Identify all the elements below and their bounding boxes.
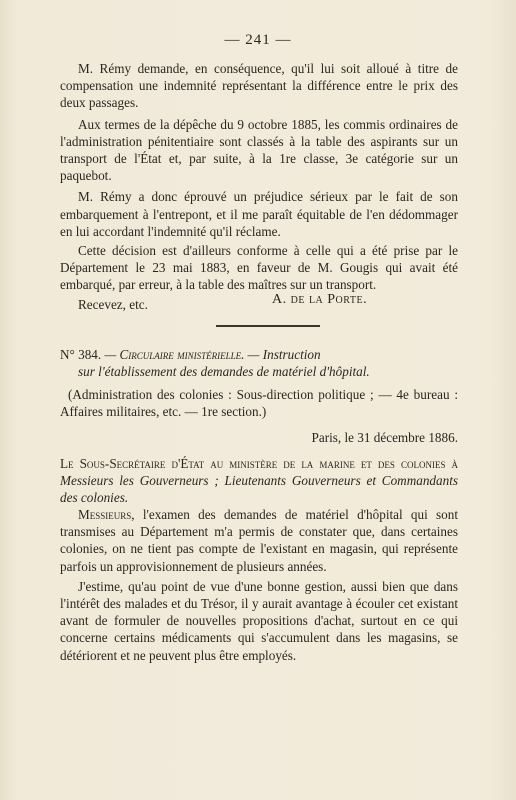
address-line xyxy=(60,455,458,507)
circular-body xyxy=(60,506,458,667)
signature: A. de la Porte. xyxy=(272,292,368,307)
circular-subject-cont: sur l'établissement des demandes de matériel d'hôpital. xyxy=(78,364,370,380)
closing-line: Recevez, etc. xyxy=(78,296,148,312)
paragraph-4: Cette décision est d'ailleurs conforme à celle qui a été prise par le Département le 23 mai 1883, en faveur de M. Gougis qui avait été embarqué, par erreur, à la table des maîtres sur un transport. xyxy=(60,243,458,293)
body-paragraph-2: J'estime, qu'au point de vue d'une bonne gestion, aussi bien que dans l'intérêt des malades et du Trésor, il y aurait avantage à écouler cet existant avant de formuler de nouvelles propositions d'achat, surtout en ce qui concerne certains médicaments qui s'accumulent dans les magasins, se détériorent et ne peuvent plus être employés. xyxy=(60,578,458,663)
circular-title: — Circulaire ministérielle. — xyxy=(104,347,260,362)
paragraph-3: M. Rémy a donc éprouvé un préjudice sérieux par le fait de son embarquement à l'entrepont, et il me paraît équitable de l'en dédommager en lui accordant l'indemnité qu'il réclame. xyxy=(60,189,458,239)
circular-subject: Instruction xyxy=(262,347,321,362)
salutation: Messieurs, xyxy=(78,507,135,522)
paragraph-2: Aux termes de la dépêche du 9 octobre 1885, les commis ordinaires de l'administration pénitentiaire sont classés à la table des aspirants sur un transport de l'État et, par suite, à la 1re classe, 3e catégorie sur un paquebot. xyxy=(60,116,458,184)
recipients: Messieurs les Gouverneurs ; Lieutenants Gouverneurs et Commandants des colonies. xyxy=(60,473,458,506)
page-number: — 241 — xyxy=(224,32,292,48)
sender: Le Sous-Secrétaire d'État au ministère de la marine et des colonies à xyxy=(60,456,458,471)
administration-note xyxy=(60,386,458,420)
administration-text: (Administration des colonies : Sous-direction politique ; — 4e bureau : Affaires militaires, etc. — 1re section.) xyxy=(60,387,458,420)
circular-number: N° 384. xyxy=(60,347,102,362)
circular-heading xyxy=(60,346,458,380)
letter-body xyxy=(60,60,458,313)
date-line: Paris, le 31 décembre 1886. xyxy=(311,430,458,445)
paragraph-1: M. Rémy demande, en conséquence, qu'il lui soit alloué à titre de compensation une indemnité représentant la différence entre le prix des deux passages. xyxy=(60,61,458,111)
section-divider xyxy=(216,325,320,327)
body-paragraph-1: l'examen des demandes de matériel d'hôpital qui sont transmises au Département m'a permis de constater que, dans certaines colonies, on ne tient pas compte de l'existant en magasin, qui représente parfois un approvisionnement de plusieurs années. xyxy=(60,507,459,574)
